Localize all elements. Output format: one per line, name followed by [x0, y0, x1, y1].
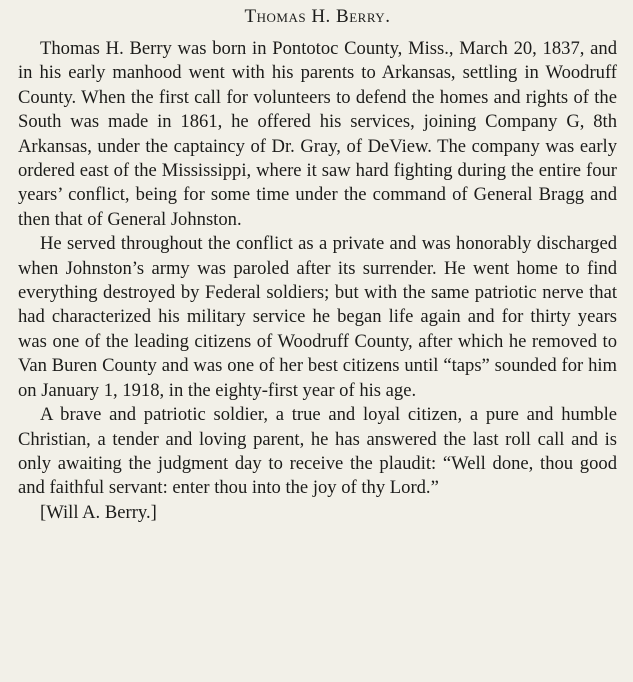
paragraph-later-life: He served throughout the conflict as a private and was honorably discharged when Johnston’s army was paroled after its surrender. He went home to find everything destroyed by Federal soldiers; but with the same patriotic nerve that had characterized his military service he began life again and for thirty years was one of the leading citizens of Woodruff County, after which he removed to Van Buren County and was one of her best citizens until “taps” sounded for him on January 1, 1918, in the eighty-first year of his age.	[18, 233, 617, 401]
article-title: Thomas H. Berry.	[244, 6, 391, 27]
paragraph-birth-and-service: Thomas H. Berry was born in Pontotoc County, Miss., March 20, 1837, and in his early manhood went with his parents to Arkansas, settling in Woodruff County. When the first call for volunteers to defend the homes and rights of the South was made in 1861, he offered his services, joining Company G, 8th Arkansas, under the captaincy of Dr. Gray, of DeView. The company was early ordered east of the Mississippi, where it saw hard fighting during the entire four years’ conflict, being for some time under the command of General Bragg and then that of General Johnston.	[18, 38, 617, 230]
author-signature: [Will A. Berry.]	[40, 501, 157, 523]
paragraph-tribute: A brave and patriotic soldier, a true and loyal citizen, a pure and humble Christian, a tender and loving parent, he has answered the last roll call and is only awaiting the judgment day to receive the plaudit: “Well done, thou good and faithful servant: enter thou into the joy of thy Lord.”	[18, 404, 617, 499]
